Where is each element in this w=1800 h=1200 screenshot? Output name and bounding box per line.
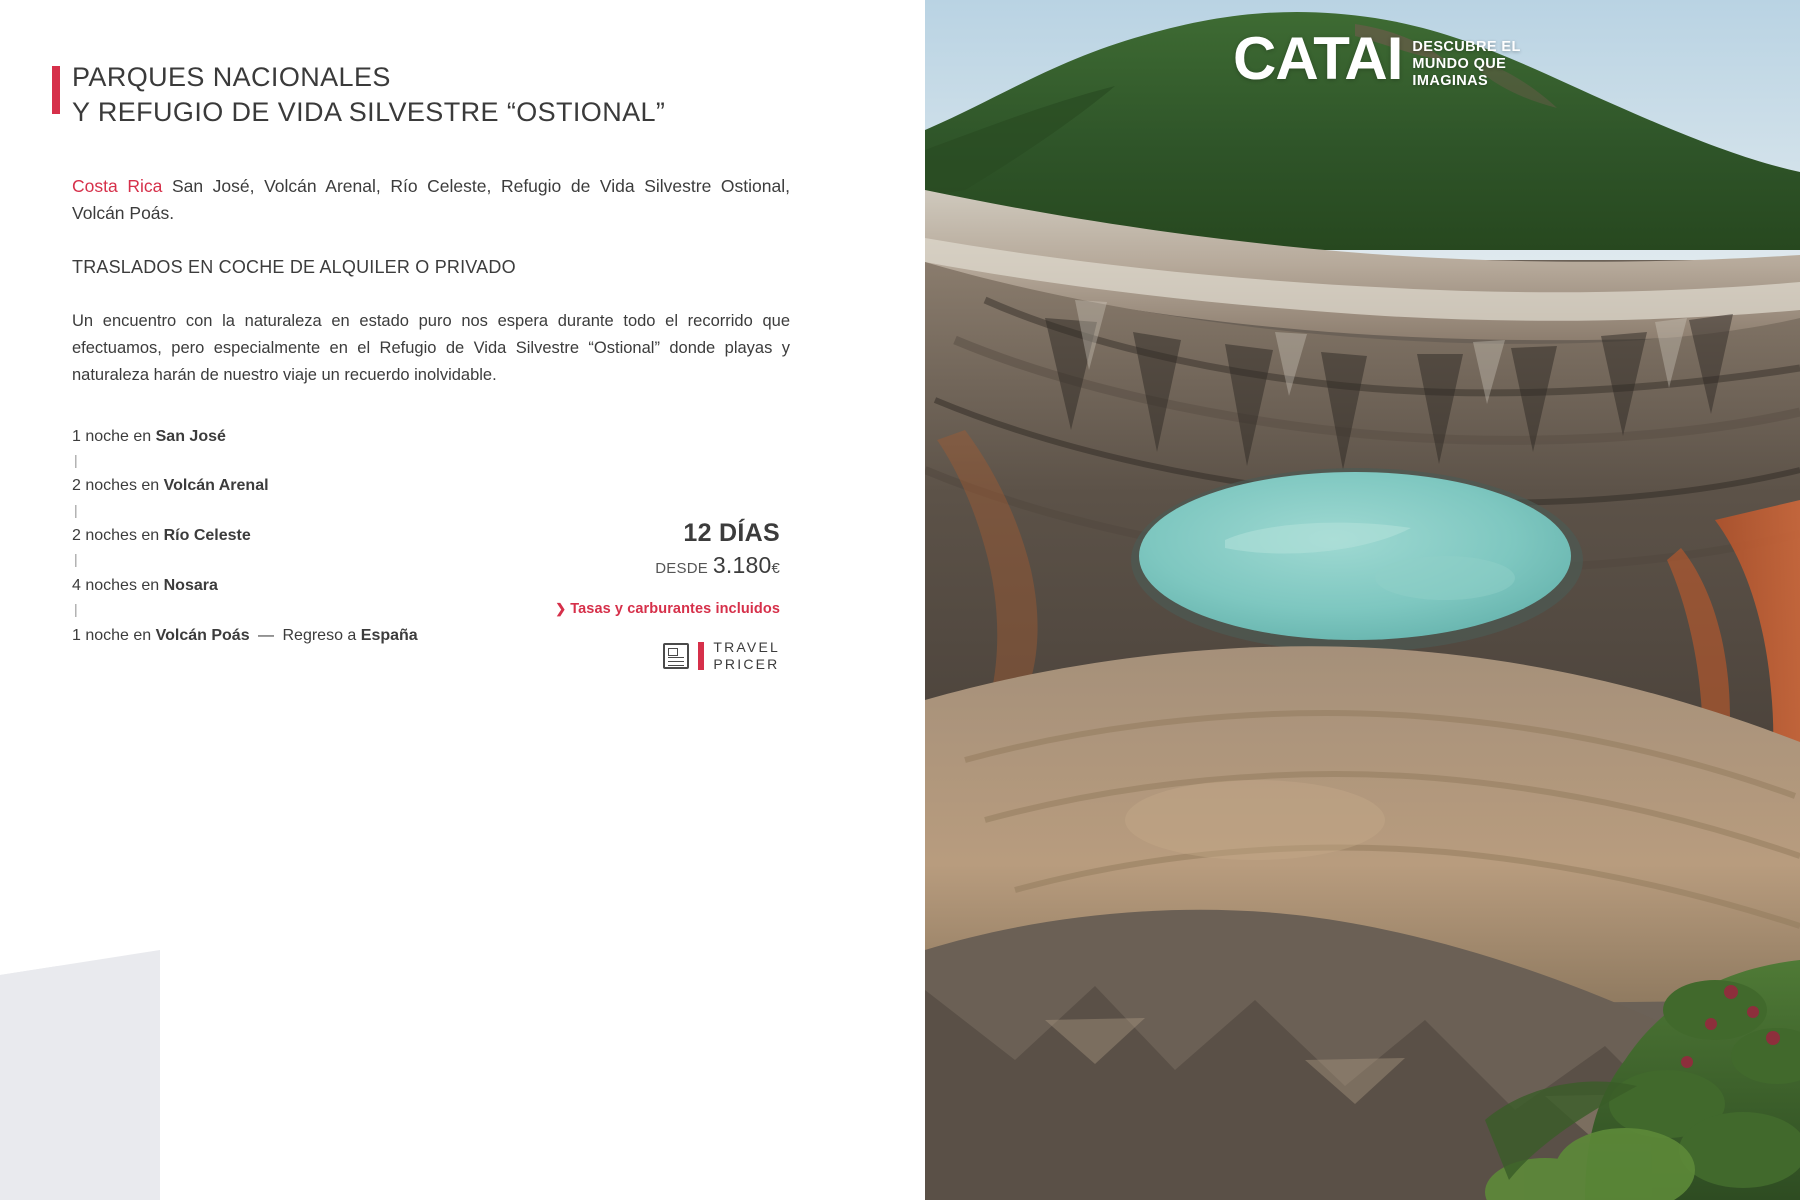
brand-pricer: PRICER xyxy=(713,655,780,672)
volcano-crater-photo xyxy=(925,0,1800,1200)
return-place: España xyxy=(360,627,418,644)
transfers-line: TRASLADOS EN COCHE DE ALQUILER O PRIVADO xyxy=(72,257,516,278)
price-line xyxy=(450,552,780,579)
price-block xyxy=(450,520,780,673)
place-label: Río Celeste xyxy=(163,527,251,545)
nights-label: 1 noche en xyxy=(72,627,156,644)
title-accent-bar xyxy=(52,66,60,114)
title-text xyxy=(72,60,790,129)
taxes-note xyxy=(450,601,780,617)
decorative-corner-shape xyxy=(0,950,160,1200)
place-label: Volcán Poás xyxy=(155,627,250,644)
itinerary-separator: | xyxy=(74,551,78,568)
itinerary-separator: | xyxy=(74,501,78,518)
nights-label: 2 noches en xyxy=(72,527,164,545)
place-label: Nosara xyxy=(163,577,218,595)
brand-travel: TRAVEL xyxy=(713,638,780,655)
logo-tagline xyxy=(1412,39,1520,90)
place-label: Volcán Arenal xyxy=(163,477,269,495)
price-currency: € xyxy=(771,559,780,577)
brand-text xyxy=(713,639,780,673)
content-area xyxy=(0,0,790,672)
return-label: Regreso a xyxy=(282,627,361,644)
title-line-2: Y REFUGIO DE VIDA SILVESTRE “OSTIONAL” xyxy=(72,96,666,127)
title-line-1: PARQUES NACIONALES xyxy=(72,62,391,92)
intro-line xyxy=(72,173,790,227)
itinerary-separator: | xyxy=(74,451,78,468)
chevron-right-icon: ❯ xyxy=(555,600,567,616)
travel-pricer-icon xyxy=(663,643,689,669)
description-paragraph: Un encuentro con la naturaleza en estado puro nos espera durante todo el recorrido que efectuamos, pero especialmente en el Refugio de Vida Silvestre “Ostional” donde playas y naturaleza harán de nuestro viaje un recuerdo inolvidable. xyxy=(72,312,790,384)
price-from-label: DESDE xyxy=(655,559,708,577)
nights-label: 2 noches en xyxy=(72,477,164,495)
cities-list: San José, Volcán Arenal, Río Celeste, Refugio de Vida Silvestre Ostional, Volcán Poás. xyxy=(72,176,790,224)
list-item xyxy=(72,476,790,495)
logo-tagline-line-3: IMAGINAS xyxy=(1412,73,1489,90)
place-label: San José xyxy=(155,427,226,445)
travel-pricer-brand xyxy=(450,639,780,673)
catai-logo xyxy=(1233,25,1521,92)
logo-name: CATAI xyxy=(1233,25,1403,92)
nights-label: 4 noches en xyxy=(72,577,164,595)
nights-label: 1 noche en xyxy=(72,427,156,445)
logo-tagline-line-1: DESCUBRE EL xyxy=(1412,39,1521,55)
country-label: Costa Rica xyxy=(72,176,163,197)
brand-accent-bar xyxy=(698,642,704,670)
page-title xyxy=(72,60,790,129)
photo-column xyxy=(925,0,1800,1200)
taxes-note-text: Tasas y carburantes incluidos xyxy=(570,600,780,617)
duration-label: 12 DÍAS xyxy=(683,519,780,547)
list-item xyxy=(72,427,790,446)
price-amount: 3.180 xyxy=(712,551,772,578)
itinerary-separator: | xyxy=(74,601,78,618)
dash-separator: — xyxy=(258,627,275,644)
logo-tagline-line-2: MUNDO QUE xyxy=(1412,56,1507,73)
